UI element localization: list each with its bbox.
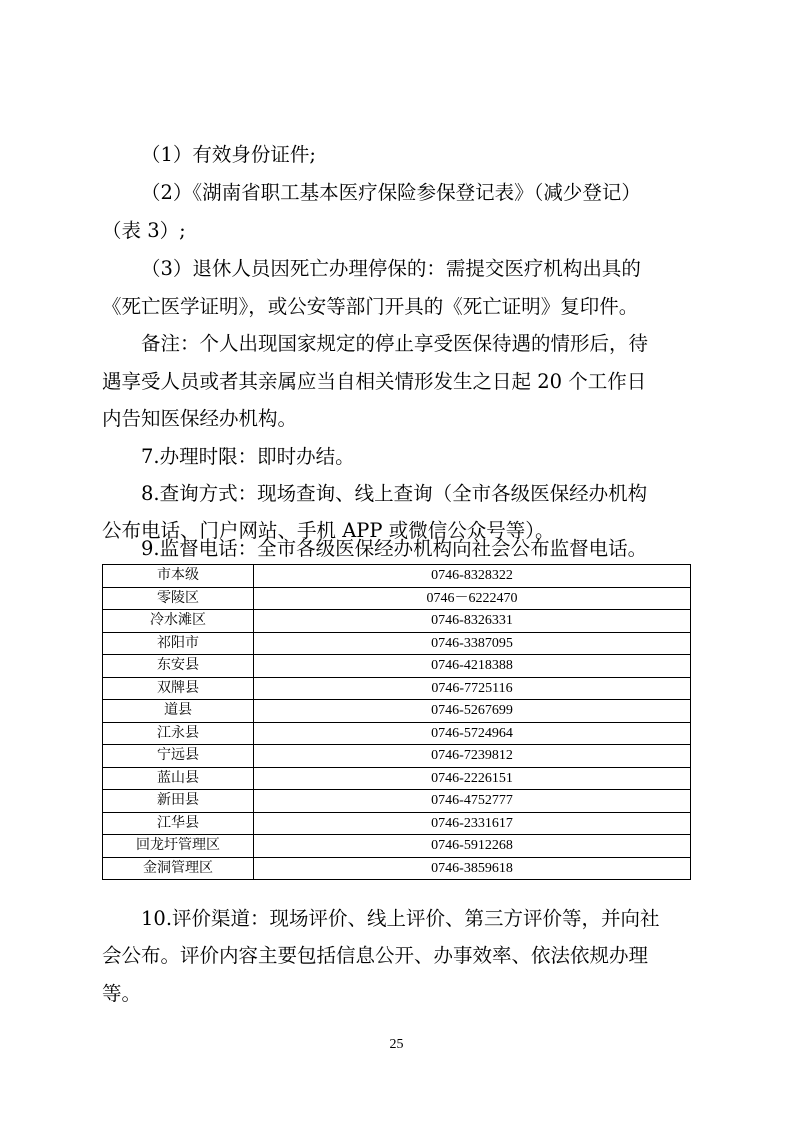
table-row bbox=[103, 722, 691, 745]
phone-cell: 0746-4752777 bbox=[254, 790, 691, 813]
table-row bbox=[103, 587, 691, 610]
phone-cell: 0746-2226151 bbox=[254, 767, 691, 790]
area-cell: 道县 bbox=[103, 700, 254, 723]
area-cell: 冷水滩区 bbox=[103, 610, 254, 633]
phone-cell: 0746-5912268 bbox=[254, 835, 691, 858]
supervision-phone-heading: 9.监督电话：全市各级医保经办机构向社会公布监督电话。 bbox=[141, 537, 648, 560]
note-paragraph-cont-2: 内告知医保经办机构。 bbox=[102, 407, 298, 430]
area-cell: 东安县 bbox=[103, 655, 254, 678]
area-cell: 新田县 bbox=[103, 790, 254, 813]
table-row bbox=[103, 632, 691, 655]
table-row bbox=[103, 857, 691, 880]
area-cell: 祁阳市 bbox=[103, 632, 254, 655]
area-cell: 金洞管理区 bbox=[103, 857, 254, 880]
phone-cell: 0746-2331617 bbox=[254, 812, 691, 835]
phone-cell: 0746-7725116 bbox=[254, 677, 691, 700]
table-row bbox=[103, 812, 691, 835]
phone-cell: 0746-4218388 bbox=[254, 655, 691, 678]
page-number: 25 bbox=[389, 1037, 404, 1052]
table-row bbox=[103, 790, 691, 813]
table-row bbox=[103, 745, 691, 768]
phone-cell: 0746-7239812 bbox=[254, 745, 691, 768]
area-cell: 江华县 bbox=[103, 812, 254, 835]
table-row bbox=[103, 700, 691, 723]
note-paragraph-cont-1: 遇享受人员或者其亲属应当自相关情形发生之日起 20 个工作日 bbox=[102, 370, 647, 393]
table-row bbox=[103, 565, 691, 588]
phone-cell: 0746-5724964 bbox=[254, 722, 691, 745]
evaluation-channels-cont-1: 会公布。评价内容主要包括信息公开、办事效率、依法依规办理 bbox=[102, 944, 649, 967]
phone-cell: 0746-8328322 bbox=[254, 565, 691, 588]
item-2-registration-form: （2）《湖南省职工基本医疗保险参保登记表》（减少登记） bbox=[141, 181, 641, 204]
query-methods-cont: 公布电话、门户网站、手机 APP 或微信公众号等）。 bbox=[102, 519, 555, 542]
phone-cell: 0746-5267699 bbox=[254, 700, 691, 723]
table-row bbox=[103, 655, 691, 678]
area-cell: 零陵区 bbox=[103, 587, 254, 610]
processing-time: 7.办理时限：即时办结。 bbox=[141, 445, 355, 468]
phone-cell: 0746-8326331 bbox=[254, 610, 691, 633]
table-row bbox=[103, 767, 691, 790]
area-cell: 宁远县 bbox=[103, 745, 254, 768]
table-row bbox=[103, 677, 691, 700]
evaluation-channels-cont-2: 等。 bbox=[102, 982, 142, 1005]
supervision-phone-table bbox=[102, 564, 691, 880]
evaluation-channels: 10.评价渠道：现场评价、线上评价、第三方评价等，并向社 bbox=[141, 907, 660, 930]
item-1-id-document: （1）有效身份证件; bbox=[141, 143, 316, 166]
table-row bbox=[103, 610, 691, 633]
item-3-death-certificate: （3）退休人员因死亡办理停保的：需提交医疗机构出具的 bbox=[141, 257, 641, 280]
item-2-registration-form-cont: （表 3）; bbox=[102, 219, 186, 242]
area-cell: 江永县 bbox=[103, 722, 254, 745]
phone-cell: 0746-3387095 bbox=[254, 632, 691, 655]
query-methods: 8.查询方式：现场查询、线上查询（全市各级医保经办机构 bbox=[141, 482, 648, 505]
area-cell: 蓝山县 bbox=[103, 767, 254, 790]
phone-cell: 0746－6222470 bbox=[254, 587, 691, 610]
item-3-death-certificate-cont: 《死亡医学证明》，或公安等部门开具的《死亡证明》复印件。 bbox=[102, 295, 639, 318]
table-row bbox=[103, 835, 691, 858]
note-paragraph: 备注：个人出现国家规定的停止享受医保待遇的情形后，待 bbox=[141, 332, 649, 355]
area-cell: 回龙圩管理区 bbox=[103, 835, 254, 858]
area-cell: 双牌县 bbox=[103, 677, 254, 700]
area-cell: 市本级 bbox=[103, 565, 254, 588]
phone-cell: 0746-3859618 bbox=[254, 857, 691, 880]
